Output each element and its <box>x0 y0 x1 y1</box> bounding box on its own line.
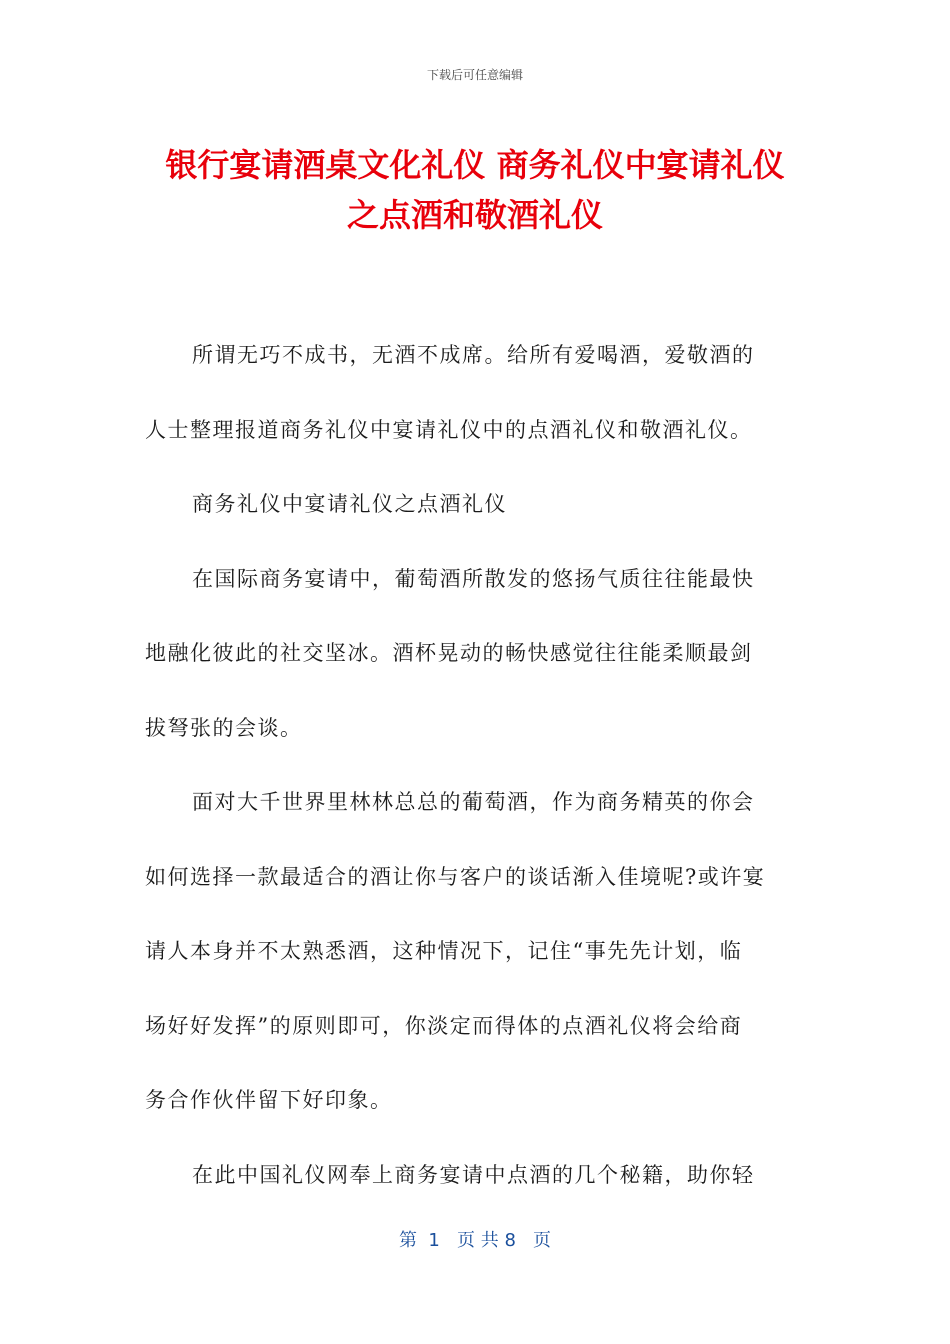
body-line: 务合作伙伴留下好印象。 <box>145 1088 393 1112</box>
body-line: 面对大千世界里林林总总的葡萄酒，作为商务精英的你会 <box>192 790 755 814</box>
header-note: 下载后可任意编辑 <box>426 68 523 82</box>
title-line-1: 银行宴请酒桌文化礼仪 商务礼仪中宴请礼仪 <box>165 146 785 184</box>
title-line-2: 之点酒和敬酒礼仪 <box>346 196 603 234</box>
document-body <box>145 318 805 1212</box>
page-footer: 第 1 页 共 8 页 <box>398 1230 552 1251</box>
body-line: 地融化彼此的社交坚冰。酒杯晃动的畅快感觉往往能柔顺最剑 <box>145 641 753 665</box>
section-heading: 商务礼仪中宴请礼仪之点酒礼仪 <box>192 492 507 516</box>
body-line: 人士整理报道商务礼仪中宴请礼仪中的点酒礼仪和敬酒礼仪。 <box>145 417 753 442</box>
body-line: 所谓无巧不成书，无酒不成席。给所有爱喝酒，爱敬酒的 <box>192 343 755 367</box>
body-line: 在此中国礼仪网奉上商务宴请中点酒的几个秘籍，助你轻 <box>192 1162 755 1187</box>
body-line: 请人本身并不太熟悉酒，这种情况下，记住“事先先计划，临 <box>145 939 743 963</box>
body-line: 如何选择一款最适合的酒让你与客户的谈话渐入佳境呢?或许宴 <box>145 864 766 889</box>
body-line: 在国际商务宴请中，葡萄酒所散发的悠扬气质往往能最快 <box>192 566 755 591</box>
body-line: 拔弩张的会谈。 <box>145 715 303 740</box>
document-title <box>110 140 840 240</box>
body-line: 场好好发挥”的原则即可，你淡定而得体的点酒礼仪将会给商 <box>145 1013 743 1038</box>
